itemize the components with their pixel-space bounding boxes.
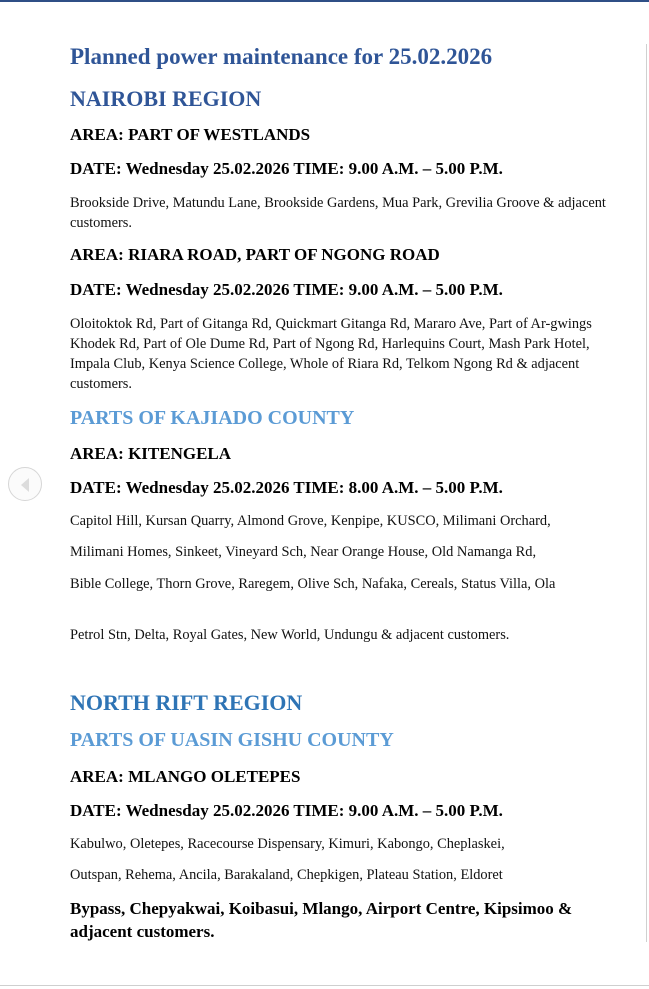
date-time-line: DATE: Wednesday 25.02.2026 TIME: 9.00 A.M. – 5.00 P.M. bbox=[70, 801, 503, 820]
bottom-border bbox=[0, 985, 649, 986]
affected-areas-text: Petrol Stn, Delta, Royal Gates, New World, Undungu & adjacent customers. bbox=[70, 627, 510, 643]
previous-page-button[interactable] bbox=[8, 467, 42, 501]
date-time-line: DATE: Wednesday 25.02.2026 TIME: 9.00 A.M. – 5.00 P.M. bbox=[70, 159, 503, 178]
affected-areas-text: Bypass, Chepyakwai, Koibasui, Mlango, Airport Centre, Kipsimoo & adjacent customers. bbox=[70, 899, 573, 941]
region-heading-north-rift: NORTH RIFT REGION bbox=[70, 690, 303, 715]
region-heading-nairobi: NAIROBI REGION bbox=[70, 86, 262, 111]
affected-areas-text: Capitol Hill, Kursan Quarry, Almond Grove, Kenpipe, KUSCO, Milimani Orchard, bbox=[70, 513, 551, 529]
area-heading: AREA: PART OF WESTLANDS bbox=[70, 125, 311, 144]
page-title: Planned power maintenance for 25.02.2026 bbox=[70, 44, 493, 69]
affected-areas-text: Oloitoktok Rd, Part of Gitanga Rd, Quickmart Gitanga Rd, Mararo Ave, Part of Ar-gwings Khodek Rd, Part of Ole Dume Rd, Part of Ngong Rd, Harlequins Court, Mash Park Hotel, Impala Club, Kenya Science College, Whole of Riara Rd, Telkom Ngong Rd & adjacent customers. bbox=[70, 316, 592, 392]
area-heading: AREA: RIARA ROAD, PART OF NGONG ROAD bbox=[70, 245, 440, 264]
top-border bbox=[0, 0, 649, 2]
page-edge bbox=[646, 44, 647, 942]
date-time-line: DATE: Wednesday 25.02.2026 TIME: 8.00 A.M. – 5.00 P.M. bbox=[70, 478, 503, 497]
affected-areas-text: Kabulwo, Oletepes, Racecourse Dispensary, Kimuri, Kabongo, Cheplaskei, bbox=[70, 836, 505, 852]
date-time-line: DATE: Wednesday 25.02.2026 TIME: 9.00 A.M. – 5.00 P.M. bbox=[70, 280, 503, 299]
affected-areas-text: Bible College, Thorn Grove, Raregem, Olive Sch, Nafaka, Cereals, Status Villa, Ola bbox=[70, 576, 556, 592]
affected-areas-text: Brookside Drive, Matundu Lane, Brookside Gardens, Mua Park, Grevilia Groove & adjacent customers. bbox=[70, 195, 606, 231]
area-heading: AREA: MLANGO OLETEPES bbox=[70, 767, 301, 786]
affected-areas-text: Milimani Homes, Sinkeet, Vineyard Sch, Near Orange House, Old Namanga Rd, bbox=[70, 544, 537, 560]
chevron-left-icon bbox=[19, 477, 31, 493]
affected-areas-text: Outspan, Rehema, Ancila, Barakaland, Chepkigen, Plateau Station, Eldoret bbox=[70, 867, 503, 883]
area-heading: AREA: KITENGELA bbox=[70, 444, 232, 463]
county-heading-kajiado: PARTS OF KAJIADO COUNTY bbox=[70, 407, 355, 429]
county-heading-uasin-gishu: PARTS OF UASIN GISHU COUNTY bbox=[70, 729, 394, 751]
